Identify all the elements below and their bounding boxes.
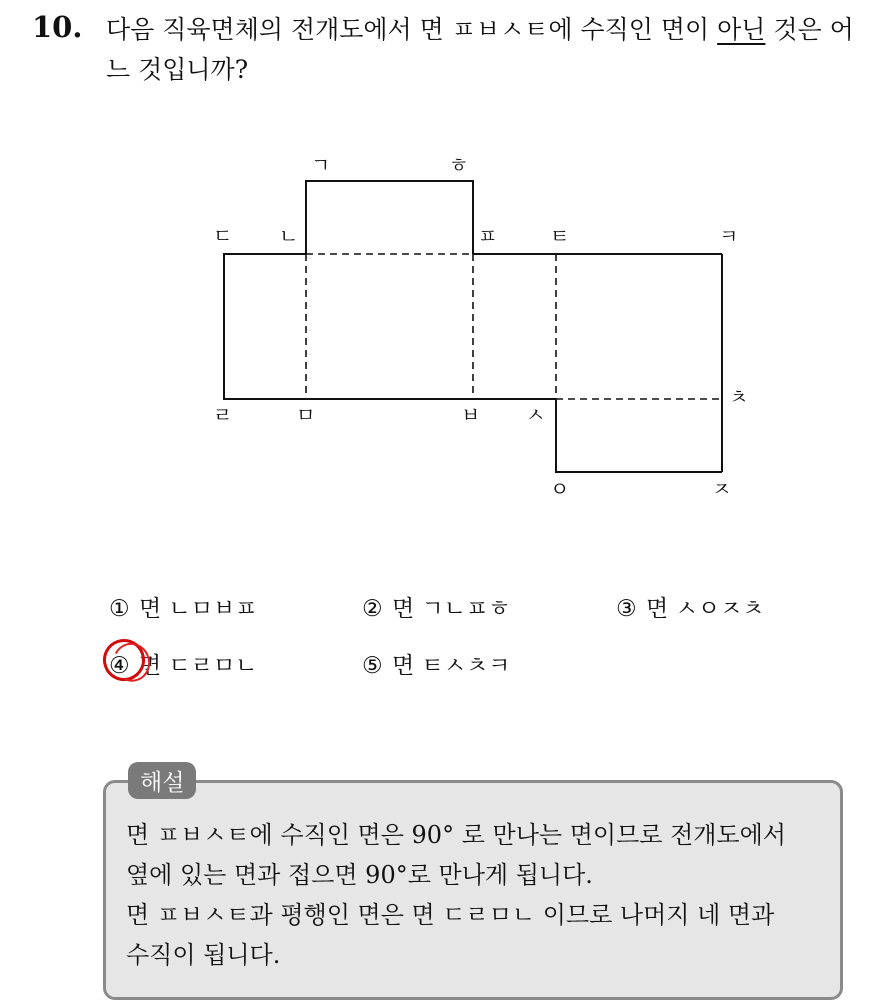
option-3-number: ③: [616, 596, 637, 622]
option-5-text: 면 ㅌㅅㅊㅋ: [392, 653, 511, 679]
net-label-n: ㄴ: [279, 224, 299, 248]
option-2-text: 면 ㄱㄴㅍㅎ: [392, 596, 511, 622]
option-5[interactable]: [362, 647, 510, 680]
option-4-number: ④: [109, 653, 130, 679]
option-4-text: 면 ㄷㄹㅁㄴ: [139, 653, 258, 679]
net-label-r: ㄹ: [213, 403, 233, 427]
net-edge-top-flap: [306, 181, 473, 254]
explanation-line-2: 옆에 있는 면과 접으면 90°로 만나게 됩니다.: [126, 861, 593, 889]
net-label-j: ㅈ: [712, 477, 732, 501]
question-underlined-word: 아닌: [717, 15, 766, 44]
net-label-s: ㅅ: [526, 403, 546, 427]
question-text-before: 다음 직육면체의 전개도에서 면 ㅍㅂㅅㅌ에 수직인 면이: [106, 15, 718, 44]
net-label-ch: ㅊ: [729, 385, 749, 409]
net-label-h: ㅎ: [449, 153, 469, 177]
explanation-tag: 해설: [128, 762, 196, 799]
explanation-text: [126, 815, 826, 975]
explanation-line-4: 수직이 됩니다.: [126, 941, 281, 969]
question-text-after: 것은 어느 것입니까?: [106, 15, 854, 84]
net-label-k: ㅋ: [719, 224, 739, 248]
net-label-b: ㅂ: [461, 403, 481, 427]
option-5-number: ⑤: [362, 653, 383, 679]
net-edge-main-strip: [224, 254, 556, 399]
option-1-text: 면 ㄴㅁㅂㅍ: [139, 596, 258, 622]
net-edge-bottom-flap: [556, 399, 722, 472]
option-3[interactable]: [616, 590, 764, 623]
net-label-p: ㅍ: [478, 224, 498, 248]
question-number: 10.: [32, 10, 83, 44]
net-label-g: ㄱ: [311, 153, 331, 177]
option-2-number: ②: [362, 596, 383, 622]
option-1-number: ①: [109, 596, 130, 622]
net-label-m: ㅁ: [296, 403, 316, 427]
net-label-d: ㄷ: [213, 224, 233, 248]
net-label-o: ㅇ: [550, 477, 570, 501]
explanation-line-1: 면 ㅍㅂㅅㅌ에 수직인 면은 90° 로 만나는 면이므로 전개도에서: [126, 821, 786, 849]
option-2[interactable]: [362, 590, 510, 623]
net-label-t: ㅌ: [550, 224, 570, 248]
explanation-line-3: 면 ㅍㅂㅅㅌ과 평행인 면은 면 ㄷㄹㅁㄴ 이므로 나머지 네 면과: [126, 901, 775, 929]
option-1[interactable]: [109, 590, 257, 623]
option-3-text: 면 ㅅㅇㅈㅊ: [646, 596, 765, 622]
